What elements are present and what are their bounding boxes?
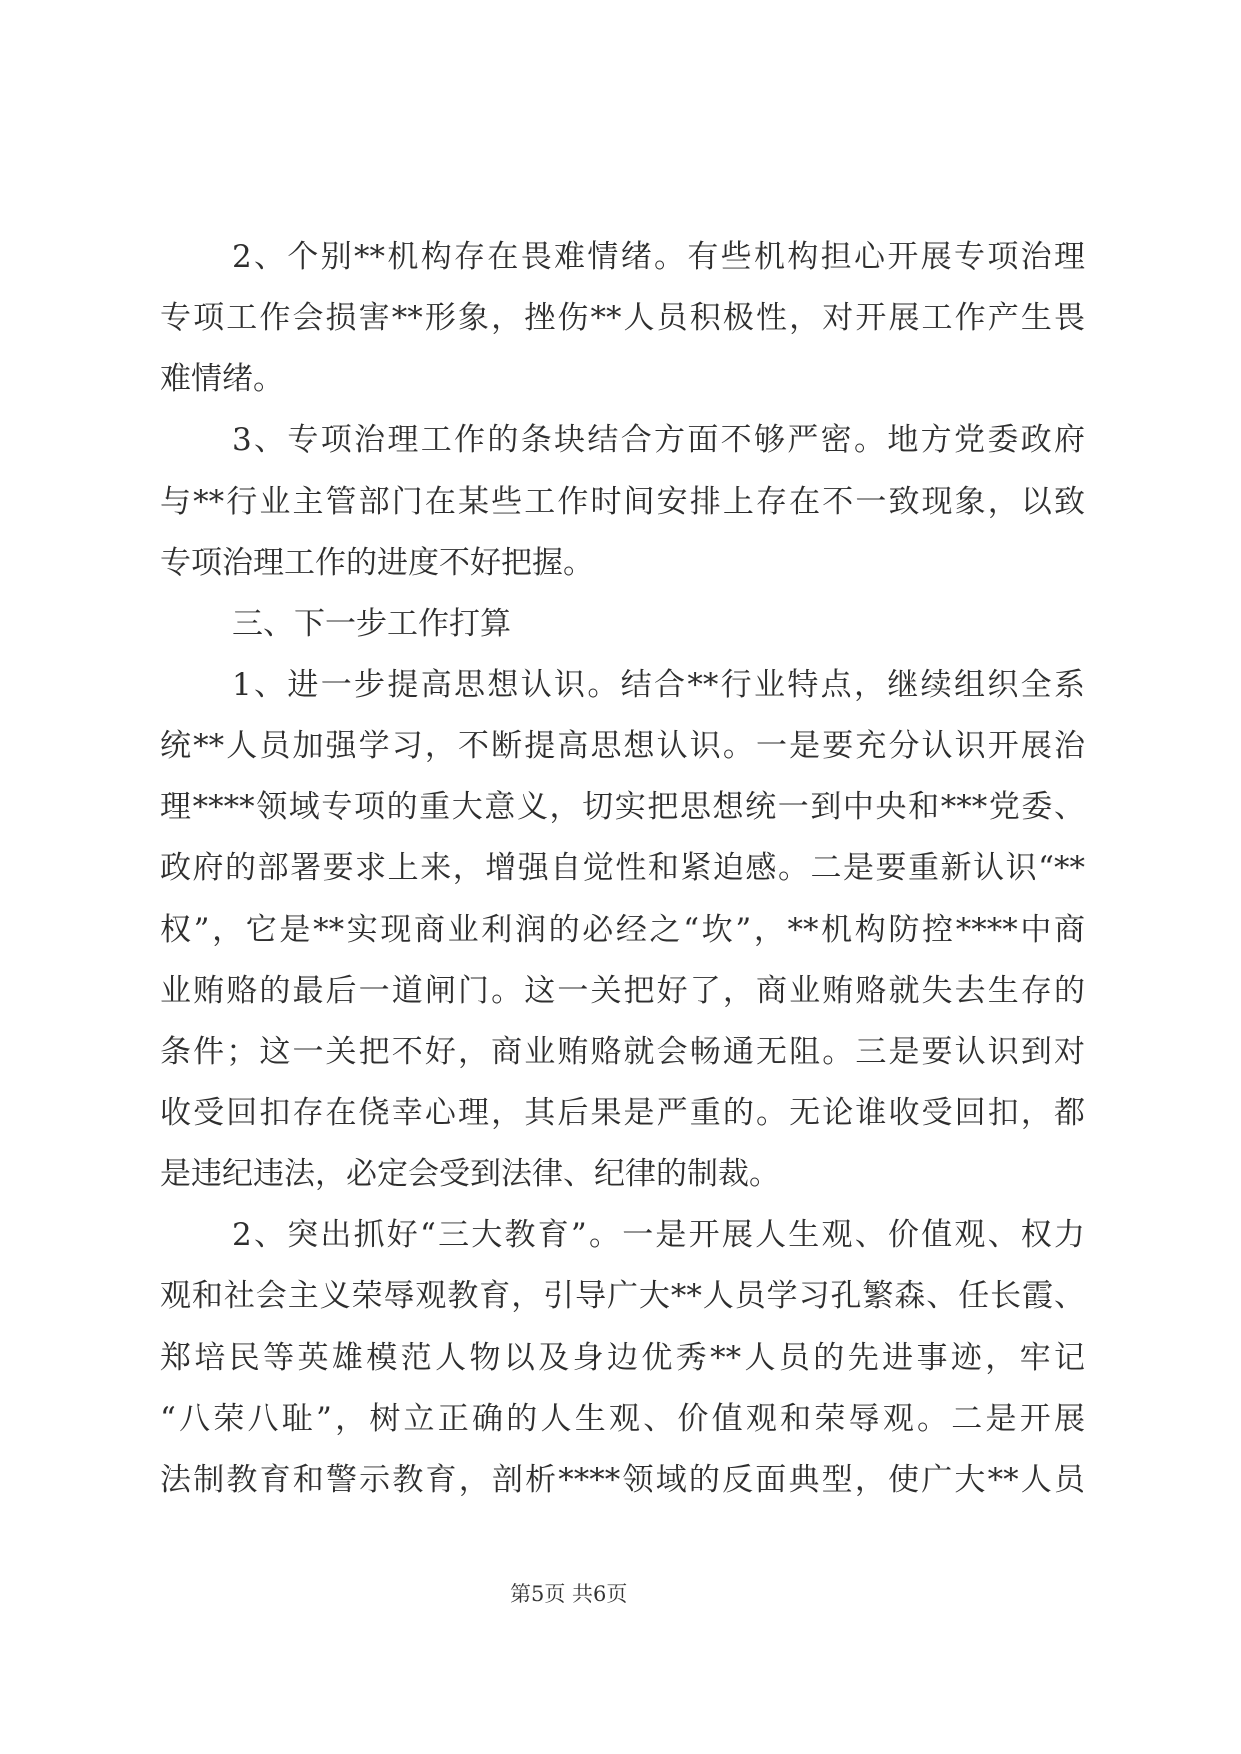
paragraph-line: 权”，它是**实现商业利润的必经之“坎”，**机构防控****中商 [160, 911, 1085, 948]
paragraph-line: 统**人员加强学习，不断提高思想认识。一是要充分认识开展治 [160, 728, 1085, 765]
paragraph-line: “八荣八耻”，树立正确的人生观、价值观和荣辱观。二是开展 [160, 1400, 1085, 1437]
paragraph-line: 观和社会主义荣辱观教育，引导广大**人员学习孔繁森、任长霞、 [160, 1278, 1085, 1315]
paragraph-line: 2、个别**机构存在畏难情绪。有些机构担心开展专项治理 [232, 239, 1085, 275]
page-number-footer: 第5页 共6页 [510, 1582, 628, 1606]
paragraph-line: 理****领域专项的重大意义，切实把思想统一到中央和***党委、 [160, 789, 1085, 826]
paragraph-line: 业贿赂的最后一道闸门。这一关把好了，商业贿赂就失去生存的 [160, 972, 1085, 1009]
paragraph-line: 政府的部署要求上来，增强自觉性和紧迫感。二是要重新认识“** [160, 850, 1085, 887]
paragraph-line: 难情绪。 [160, 361, 284, 398]
paragraph-line: 法制教育和警示教育，剖析****领域的反面典型，使广大**人员 [160, 1461, 1085, 1498]
paragraph-line: 是违纪违法，必定会受到法律、纪律的制裁。 [160, 1156, 780, 1193]
paragraph-line: 郑培民等英雄模范人物以及身边优秀**人员的先进事迹，牢记 [160, 1339, 1085, 1376]
paragraph-line: 1、进一步提高思想认识。结合**行业特点，继续组织全系 [232, 666, 1085, 703]
paragraph-line: 专项治理工作的进度不好把握。 [160, 544, 594, 581]
paragraph-line: 3、专项治理工作的条块结合方面不够严密。地方党委政府 [232, 422, 1085, 459]
paragraph-line: 收受回扣存在侥幸心理，其后果是严重的。无论谁收受回扣，都 [160, 1094, 1085, 1131]
paragraph-line: 专项工作会损害**形象，挫伤**人员积极性，对开展工作产生畏 [160, 300, 1085, 337]
document-body [160, 227, 1085, 1511]
paragraph-line: 与**行业主管部门在某些工作时间安排上存在不一致现象，以致 [160, 483, 1085, 520]
section-heading: 三、下一步工作打算 [232, 605, 511, 642]
paragraph-line: 条件；这一关把不好，商业贿赂就会畅通无阻。三是要认识到对 [160, 1033, 1085, 1070]
paragraph-line: 2、突出抓好“三大教育”。一是开展人生观、价值观、权力 [232, 1217, 1085, 1254]
